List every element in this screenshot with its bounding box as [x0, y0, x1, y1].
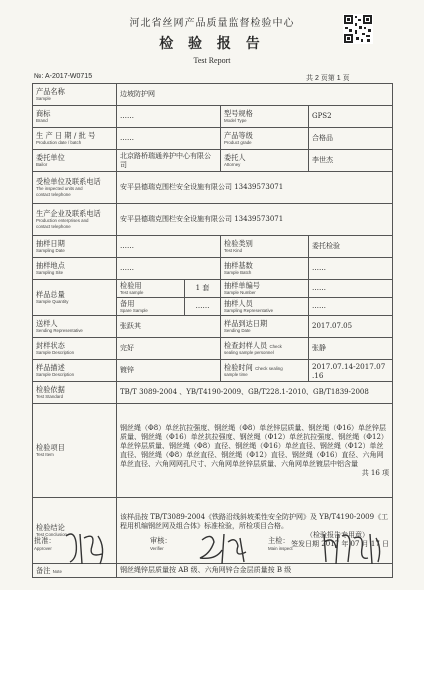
value-sampling-site: ……	[117, 258, 221, 280]
row-seal: 封样状态 Sample Description 完好 检查封样人员 Check sealing sample personnel 张静	[33, 338, 393, 360]
verifier-signature-icon	[196, 528, 252, 568]
row-items: 检验项目 Test Item 钢丝绳（Φ8）单丝抗拉强度、钢丝绳（Φ8）单丝锌层质量、钢丝绳（Φ16）单丝锌层质量、钢丝绳（Φ16）单丝抗拉强度、钢丝绳（Φ12）单丝抗拉强度、钢丝绳（Φ12）单丝锌层质量、钢丝绳（Φ8）直径、钢丝绳（Φ16）单丝直径、钢丝绳（Φ12）单丝直径、钢丝绳（Φ8）单丝直径、钢丝绳（Φ12）直径、钢丝绳（Φ16）直径、六角网单丝直径、六角网网孔尺寸、六角网单丝锌层质量、六角网单丝镀层中铝含量 共 16 项	[33, 404, 393, 498]
value-sender: 张跃其	[117, 316, 221, 338]
value-inspected-unit: 安平县德瑞克围栏安全设施有限公司 13439573071	[117, 172, 393, 204]
value-remarks: 钢丝绳锌层质量按 AB 级、六角网锌合金层质量按 B 级	[117, 564, 393, 578]
inspector-label: 主检： Main inspect	[268, 536, 293, 551]
value-entrusting: 北京路桥瑞通养护中心有限公司	[117, 150, 221, 172]
approver-label: 批准： Approver	[34, 536, 56, 551]
value-test-sample: 1 套	[185, 280, 221, 298]
row-sampling-date: 抽样日期 Sampling Date …… 检验类别 Test Kind 委托检验	[33, 236, 393, 258]
value-standard: TB/T 3089-2004 、YB/T4190-2009、GB/T228.1-2010、GB/T1839-2008	[117, 382, 393, 404]
report-title: 检 验 报 告	[159, 36, 265, 52]
report-subtitle: Test Report	[193, 56, 231, 65]
value-seal-state: 完好	[117, 338, 221, 360]
value-spare-sample: ……	[185, 298, 221, 316]
row-remarks: 备注 Note 钢丝绳锌层质量按 AB 级、六角网锌合金层质量按 B 级	[33, 564, 393, 578]
value-model: GPS2	[309, 106, 393, 128]
row-standard: 检验依据 Test Standard TB/T 3089-2004 、YB/T4190-2009、GB/T228.1-2010、GB/T1839-2008	[33, 382, 393, 404]
value-grade: 合格品	[309, 128, 393, 150]
label-product: 产品名称 Sample	[33, 84, 117, 106]
value-items: 钢丝绳（Φ8）单丝抗拉强度、钢丝绳（Φ8）单丝锌层质量、钢丝绳（Φ16）单丝锌层质量、钢丝绳（Φ16）单丝抗拉强度、钢丝绳（Φ12）单丝抗拉强度、钢丝绳（Φ12）单丝锌层质量、钢丝绳（Φ8）直径、钢丝绳（Φ16）单丝直径、钢丝绳（Φ12）单丝直径、钢丝绳（Φ8）单丝直径、钢丝绳（Φ12）直径、钢丝绳（Φ16）直径、六角网单丝直径、六角网网孔尺寸、六角网单丝锌层质量、六角网单丝镀层中铝含量 共 16 项	[117, 404, 393, 498]
report-table	[32, 83, 393, 578]
inspector-signature-icon	[320, 528, 384, 568]
value-sampler: ……	[309, 298, 393, 316]
value-sample-batch: ……	[309, 258, 393, 280]
value-attorney: 李世杰	[309, 150, 393, 172]
row-sampling-site: 抽样地点 Sampling Site …… 抽样基数 Sample Batch ……	[33, 258, 393, 280]
row-conclusion: 检验结论 Test Conclusion 该样品按 TB/T3089-2004《铁路沿线斜坡柔性安全防护网》及 YB/T4190-2009《工程用机编钢丝网及组合体》标准检验，所检项目合格。 （检验报告专用章） 签发日期 2017 年 07 月 17 日	[33, 498, 393, 564]
value-test-kind: 委托检验	[309, 236, 393, 258]
value-arrival: 2017.07.05	[309, 316, 393, 338]
org-name: 河北省丝网产品质量监督检验中心	[129, 18, 295, 29]
value-producer: 安平县德瑞克围栏安全设施有限公司 13439573071	[117, 204, 393, 236]
approver-signature-icon	[62, 528, 112, 568]
value-sample-number: ……	[309, 280, 393, 298]
value-prod-date: ……	[117, 128, 221, 150]
page-count: 共 2 页第 1 页	[306, 75, 350, 82]
row-producer: 生产企业及联系电话 Production enterprises and contact telephone 安平县德瑞克围栏安全设施有限公司 13439573071	[33, 204, 393, 236]
value-product: 边坡防护网	[117, 84, 393, 106]
row-prod-date: 生 产 日 期 / 批 号 Production date / batch …… 产品等级 Product grade 合格品	[33, 128, 393, 150]
qr-code-icon	[343, 14, 373, 44]
row-sender: 送样人 Sending Representative 张跃其 样品到达日期 Sending Date 2017.07.05	[33, 316, 393, 338]
value-brand: ……	[117, 106, 221, 128]
value-sample-desc: 镀锌	[117, 360, 221, 382]
report-number: №: A-2017-W0715	[34, 73, 93, 80]
row-brand: 商标 Brand …… 型号规格 Model Type GPS2	[33, 106, 393, 128]
verifier-label: 审核： Verifier	[150, 536, 172, 551]
value-seal-checker: 张静	[309, 338, 393, 360]
value-sampling-date: ……	[117, 236, 221, 258]
row-sample-qty-2: 备用 Spare Sample …… 抽样人员 Sampling Representative ……	[33, 298, 393, 316]
row-product	[33, 84, 393, 106]
row-sample-desc: 样品描述 Sample Description 镀锌 检验时间 Check sealing sample time 2017.07.14-2017.07 .16	[33, 360, 393, 382]
row-entrusting: 委托单位 Bailor 北京路桥瑞通养护中心有限公司 委托人 Attorney 李世杰	[33, 150, 393, 172]
value-conclusion: 该样品按 TB/T3089-2004《铁路沿线斜坡柔性安全防护网》及 YB/T4190-2009《工程用机编钢丝网及组合体》标准检验，所检项目合格。 （检验报告专用章） 签发日期 2017 年 07 月 17 日	[117, 498, 393, 564]
row-inspected-unit: 受检单位及联系电话 The inspected units and contact telephone 安平县德瑞克围栏安全设施有限公司 13439573071	[33, 172, 393, 204]
value-test-time: 2017.07.14-2017.07 .16	[309, 360, 393, 382]
row-sample-qty-1: 样品总量 Sample Quantity 检验用 Test sample 1 套 抽样单编号 Sample Number ……	[33, 280, 393, 298]
